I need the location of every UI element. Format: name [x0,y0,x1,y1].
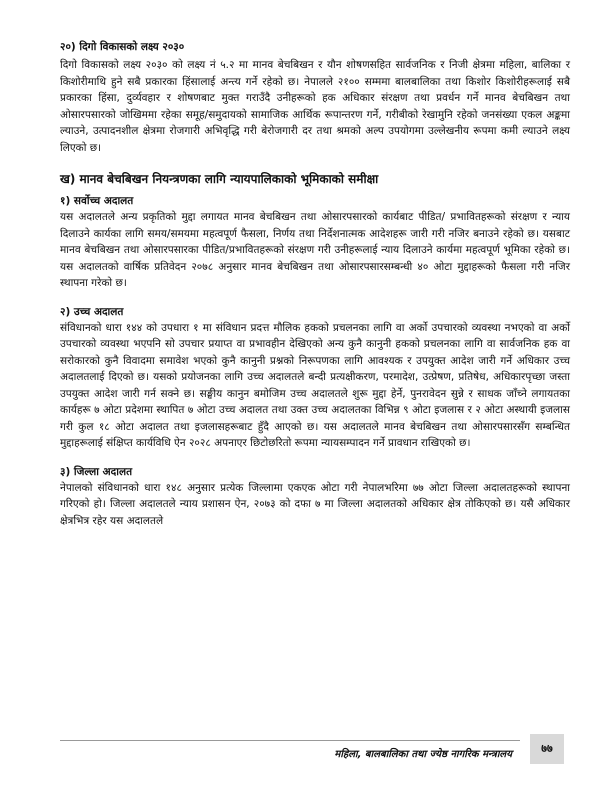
page-footer [60,740,560,766]
district-court-body: नेपालको संविधानको धारा १४८ अनुसार प्रत्येक जिल्लामा एकएक ओटा गरी नेपालभरिमा ७७ ओटा जिल्ला अदालतहरूको स्थापना गरिएको हो। जिल्ला अदालतले न्याय प्रशासन ऐन, २०७३ को दफा ७ मा जिल्ला अदालतको अधिकार क्षेत्र तोकिएको छ। यसै अधिकार क्षेत्रभित्र रहेर यस अदालतले [60,481,570,527]
section-20-heading: २०) दिगो विकासको लक्ष्य २०३० [60,41,185,53]
page-content [60,40,570,529]
footer-ministry-name: महिला, बालबालिका तथा ज्येष्ठ नागरिक मन्त्रालय [334,749,512,760]
high-court-body: संविधानको धारा १४४ को उपधारा १ मा संविधान प्रदत्त मौलिक हकको प्रचलनका लागि वा अर्को उपचारको व्यवस्था नभएको वा अर्को उपचारको व्यवस्था भएपनि सो उपचार प्रयाप्त वा प्रभावहीन देखिएको अन्य कुनै कानुनी हकको प्रचलनका लागि वा सार्वजनिक हक वा सरोकारको कुनै विवादमा समावेश भएको कुनै कानुनी प्रश्नको निरूपणका लागि आवश्यक र उपयुक्त आदेश जारी गर्ने अधिकार उच्च अदालतलाई दिएको छ। यसको प्रयोजनका लागि उच्च अदालतले बन्दी प्रत्यक्षीकरण, परमादेश, उत्प्रेषण, प्रतिषेध, अधिकारपृच्छा जस्ता उपयुक्त आदेश जारी गर्न सक्ने छ। सङ्घीय कानुन बमोजिम उच्च अदालतले शुरू मुद्दा हेर्ने, पुनरावेदन सुन्ने र साधक जाँच्ने लगायतका कार्यहरू ७ ओटा प्रदेशमा स्थापित ७ ओटा उच्च अदालत तथा उक्त उच्च अदालतका विभिन्न ९ ओटा इजलास र २ ओटा अस्थायी इजलास गरी कुल १८ ओटा अदालत तथा इजलासहरूबाट हुँदै आएको छ। यस अदालतले मानव बेचबिखन तथा ओसारपसारसँग सम्बन्धित मुद्दाहरूलाई संक्षिप्त कार्यविधि ऐन २०२८ अपनाएर छिटोछरितो रूपमा न्यायसम्पादन गर्ने प्रावधान राखिएको छ। [60,321,570,449]
district-court-heading: ३) जिल्ला अदालत [60,465,133,478]
section-20-body: दिगो विकासको लक्ष्य २०३० को लक्ष्य नं ५.२ मा मानव बेचबिखन र यौन शोषणसहित सार्वजनिक र निजी क्षेत्रमा महिला, बालिका र किशोरीमाथि हुने सबै प्रकारका हिंसालाई अन्त्य गर्ने रहेको छ। नेपालले २१०० सम्ममा बालबालिका तथा किशोर किशोरीहरूलाई सबै प्रकारका हिंसा, दुर्व्यवहार र शोषणबाट मुक्त गराउँदै उनीहरूको हक अधिकार संरक्षण तथा प्रवर्धन गर्ने मानव बेचबिखन तथा ओसारपसारको जोखिममा रहेका समूह/समुदायको सामाजिक आर्थिक रूपान्तरण गर्ने, गरीबीको रेखामुनि रहेको जनसंख्या एकल अङ्कमा ल्याउने, उत्पादनशील क्षेत्रमा रोजगारी अभिवृद्धि गरी बेरोजगारी दर तथा श्रमको अल्प उपयोगमा उल्लेखनीय रूपमा कमी ल्याउने लक्ष्य लिएको छ। [60,59,570,154]
supreme-court-body: यस अदालतले अन्य प्रकृतिको मुद्दा लगायत मानव बेचबिखन तथा ओसारपसारको कार्यबाट पीडित/ प्रभावितहरूको संरक्षण र न्याय दिलाउने कार्यका लागि समय/समयमा महत्वपूर्ण फैसला, निर्णय तथा निर्देशनात्मक आदेशहरू जारी गरी नजिर बनाउने रहेको छ। यसबाट मानव बेचबिखन तथा ओसारपसारका पीडित/प्रभावितहरूको संरक्षण गरी उनीहरूलाई न्याय दिलाउने कार्यमा महत्वपूर्ण भूमिका रहेको छ। यस अदालतको वार्षिक प्रतिवेदन २०७८ अनुसार मानव बेचबिखन तथा ओसारपसारसम्बन्धी ४० ओटा मुद्दाहरूको फैसला गरी नजिर स्थापना गरेको छ। [60,211,570,289]
footer-divider [60,740,520,741]
page-number: ७७ [530,734,564,764]
supreme-court-heading: १) सर्वोच्च अदालत [60,195,134,207]
high-court-heading: २) उच्च अदालत [60,305,124,318]
judiciary-review-heading: ख) मानव बेचबिखन नियन्त्रणका लागि न्यायपालिकाको भूमिकाको समीक्षा [60,172,379,186]
